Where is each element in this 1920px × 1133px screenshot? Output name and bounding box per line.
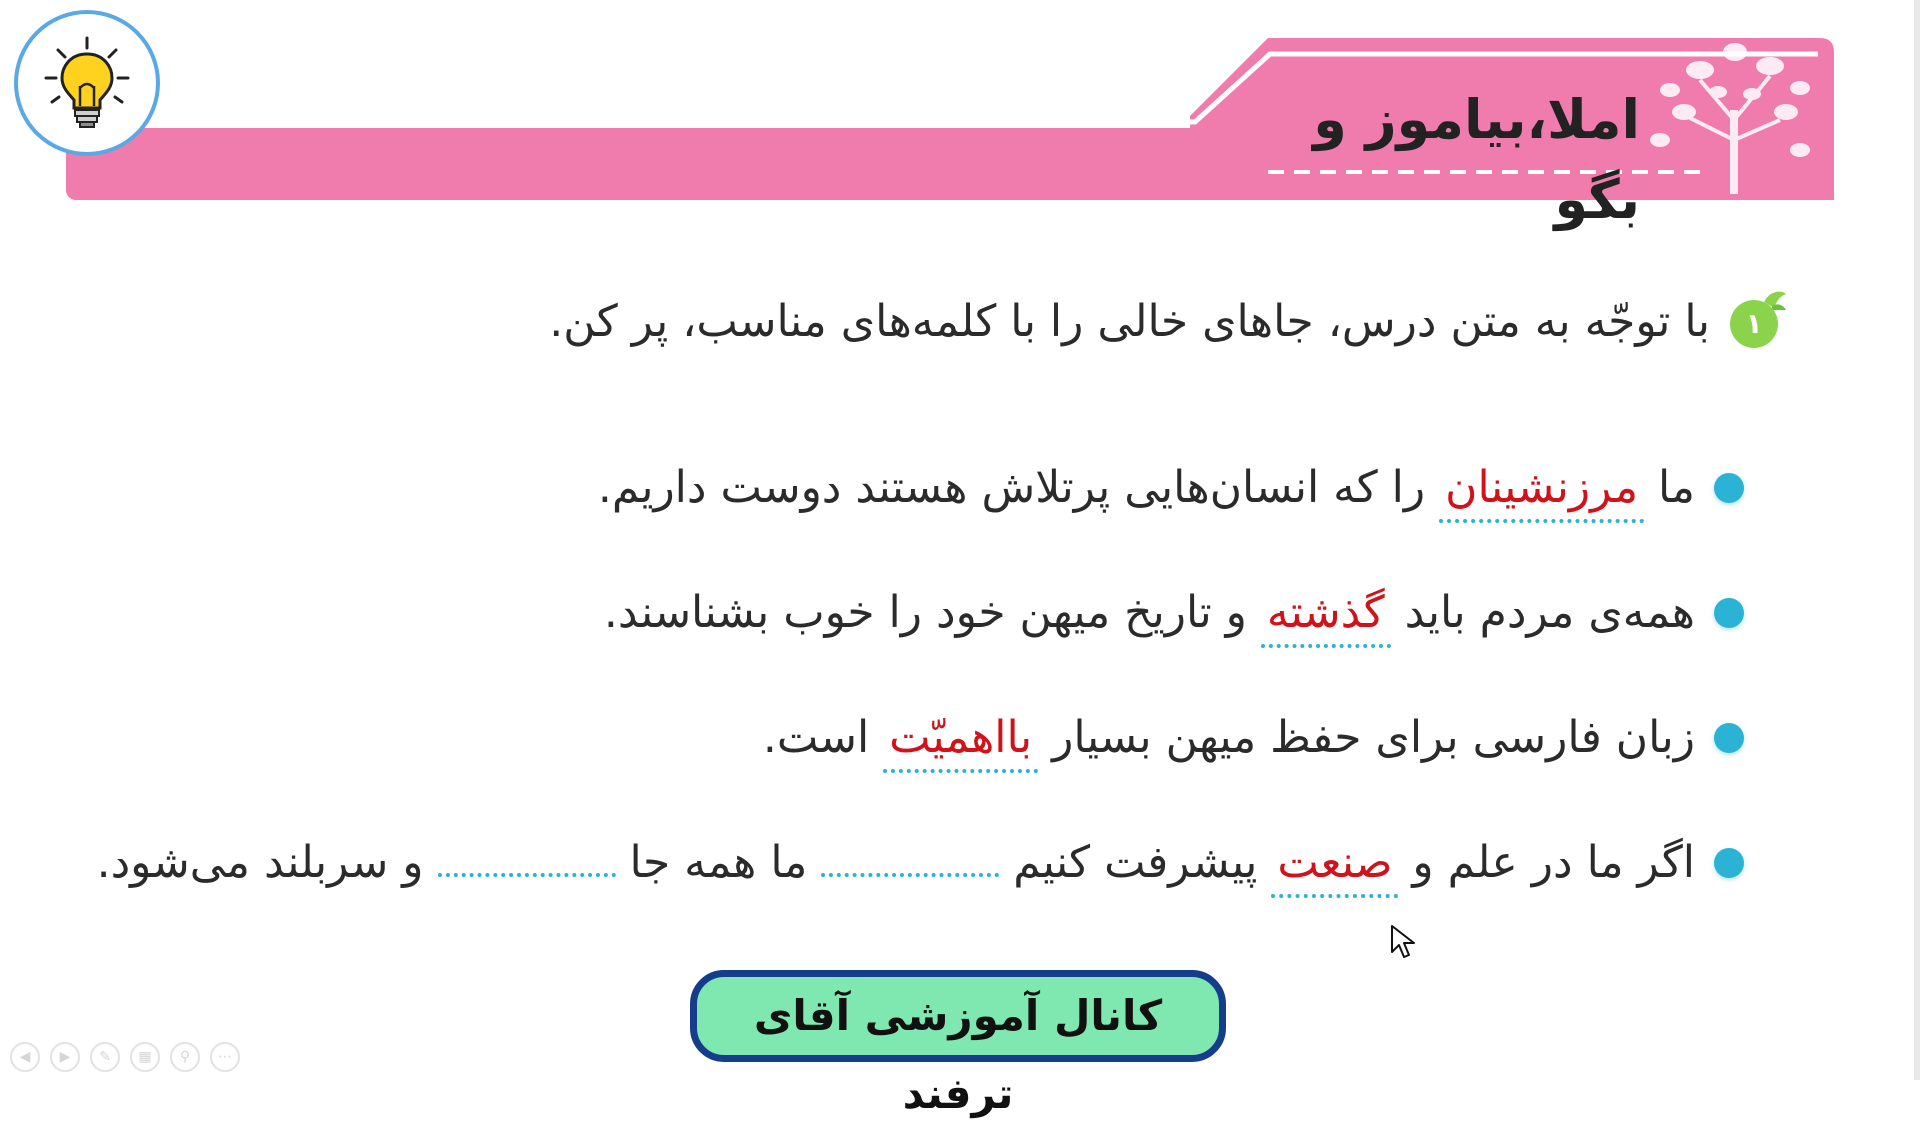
- instruction-number: ۱: [1745, 307, 1763, 340]
- sentence-text: است.: [762, 712, 884, 763]
- section-title: املا،بیاموز و بگو: [1313, 88, 1640, 231]
- answer-word: صنعت: [1271, 832, 1398, 898]
- next-icon[interactable]: ▶: [50, 1042, 80, 1072]
- channel-badge: کانال آموزشی آقای ترفند: [690, 970, 1226, 1062]
- sentence-text: ما: [1644, 462, 1695, 513]
- bullet-icon: [1714, 848, 1744, 878]
- sentence-4: [97, 823, 1695, 903]
- answer-word: بااهمیّت: [883, 707, 1038, 773]
- answer-word: گذشته: [1261, 582, 1391, 648]
- bullet-icon: [1714, 723, 1744, 753]
- sentence-text: اگر ما در علم و: [1398, 837, 1695, 888]
- sentence-text: و تاریخ میهن خود را خوب بشناسند.: [603, 587, 1261, 638]
- instruction-text: با توجّه به متن درس، جاهای خالی را با کلمه‌های مناسب، پر کن.: [549, 296, 1710, 347]
- sentence-text: زبان فارسی برای حفظ میهن بسیار: [1038, 712, 1695, 763]
- sentence-text: همه‌ی مردم باید: [1390, 587, 1695, 638]
- zoom-icon[interactable]: ⚲: [170, 1042, 200, 1072]
- mouse-cursor-icon: [1390, 924, 1418, 960]
- bullet-icon: [1714, 473, 1744, 503]
- previous-icon[interactable]: ◀: [10, 1042, 40, 1072]
- slide-controls: [10, 1042, 240, 1076]
- sentence-text: پیشرفت کنیم: [999, 837, 1272, 888]
- sentence-1: [598, 448, 1695, 528]
- bullet-icon: [1714, 598, 1744, 628]
- sentence-2: [604, 573, 1695, 653]
- lightbulb-badge: [14, 10, 160, 156]
- lightbulb-icon: [18, 14, 156, 152]
- pen-icon[interactable]: ✎: [90, 1042, 120, 1072]
- sentence-text: را که انسان‌هایی پرتلاش هستند دوست داریم.: [597, 462, 1440, 513]
- more-icon[interactable]: ⋯: [210, 1042, 240, 1072]
- sentence-text: و سربلند می‌شود.: [96, 837, 438, 888]
- sentence-text: ما همه جا: [615, 837, 822, 888]
- blank-line: [438, 873, 616, 877]
- answer-word: مرزنشینان: [1439, 457, 1644, 523]
- sentence-3: [763, 698, 1695, 778]
- slides-icon[interactable]: ▦: [130, 1042, 160, 1072]
- blank-line: [821, 873, 999, 877]
